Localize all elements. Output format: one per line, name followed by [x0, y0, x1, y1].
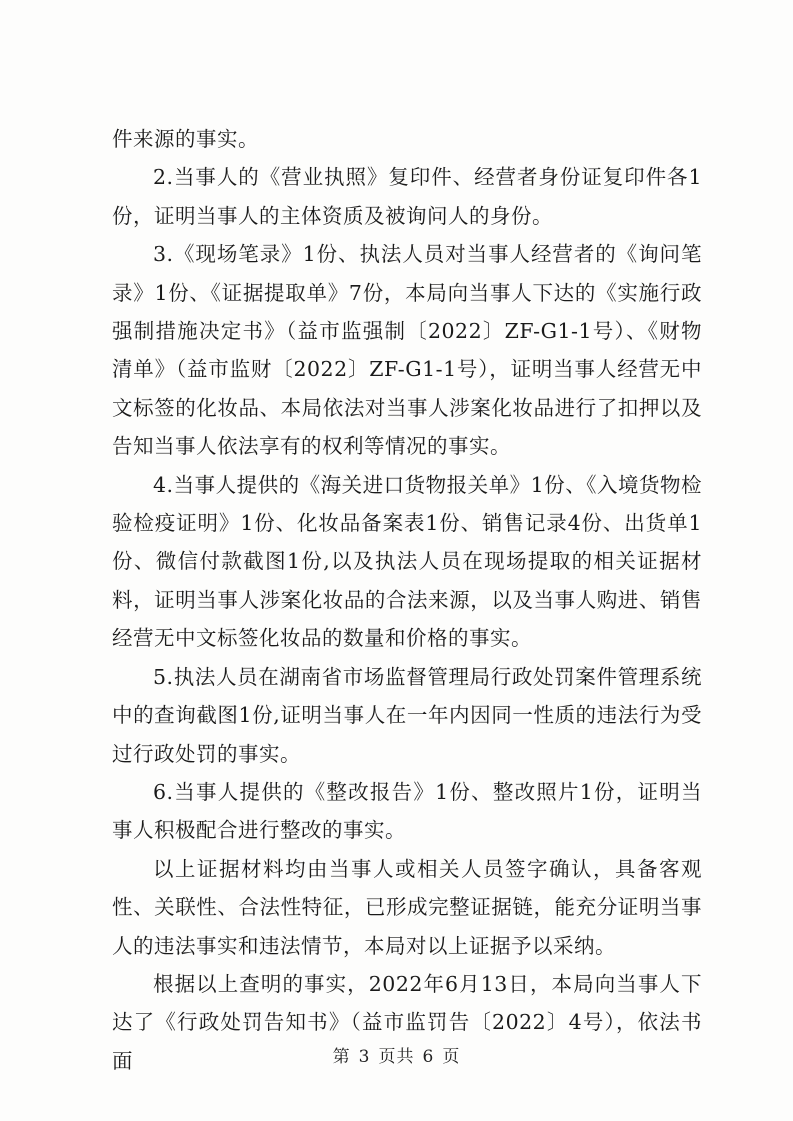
footer-middle: 页共	[378, 1047, 415, 1067]
page-number-footer	[0, 1042, 793, 1067]
paragraph-evidence-2: 2.当事人的《营业执照》复印件、经营者身份证复印件各1份，证明当事人的主体资质及被询问人的身份。	[112, 165, 702, 228]
footer-suffix: 页	[442, 1047, 461, 1067]
paragraph-evidence-summary: 以上证据材料均由当事人或相关人员签字确认，具备客观性、关联性、合法性特征，已形成完整证据链，能充分证明当事人的违法事实和违法情节，本局对以上证据予以采纳。	[112, 856, 702, 958]
footer-current-page: 3	[358, 1047, 371, 1067]
paragraph-evidence-3: 3.《现场笔录》1份、执法人员对当事人经营者的《询问笔录》1份、《证据提取单》7份，本局向当事人下达的《实施行政强制措施决定书》（益市监强制〔2022〕ZF-G1-1号）、《财物清单》（益市监财〔2022〕ZF-G1-1号），证明当事人经营无中文标签的化妆品、本局依法对当事人涉案化妆品进行了扣押以及告知当事人依法享有的权利等情况的事实。	[112, 242, 702, 459]
paragraph-continuation: 件来源的事实。	[112, 127, 259, 151]
paragraph-evidence-6: 6.当事人提供的《整改报告》1份、整改照片1份，证明当事人积极配合进行整改的事实。	[112, 779, 702, 843]
document-body	[112, 120, 702, 1080]
paragraph-evidence-5: 5.执法人员在湖南省市场监督管理局行政处罚案件管理系统中的查询截图1份,证明当事人在一年内因同一性质的违法行为受过行政处罚的事实。	[112, 664, 702, 766]
footer-prefix: 第	[332, 1047, 351, 1067]
footer-total-pages: 6	[422, 1047, 435, 1067]
paragraph-evidence-4: 4.当事人提供的《海关进口货物报关单》1份、《入境货物检验检疫证明》1份、化妆品备案表1份、销售记录4份、出货单1份、微信付款截图1份,以及执法人员在现场提取的相关证据材料，证明当事人涉案化妆品的合法来源，以及当事人购进、销售经营无中文标签化妆品的数量和价格的事实。	[112, 472, 702, 651]
paragraph-notice: 根据以上查明的事实，2022年6月13日，本局向当事人下达了《行政处罚告知书》（益市监罚告〔2022〕4号），依法书面	[112, 971, 702, 1073]
